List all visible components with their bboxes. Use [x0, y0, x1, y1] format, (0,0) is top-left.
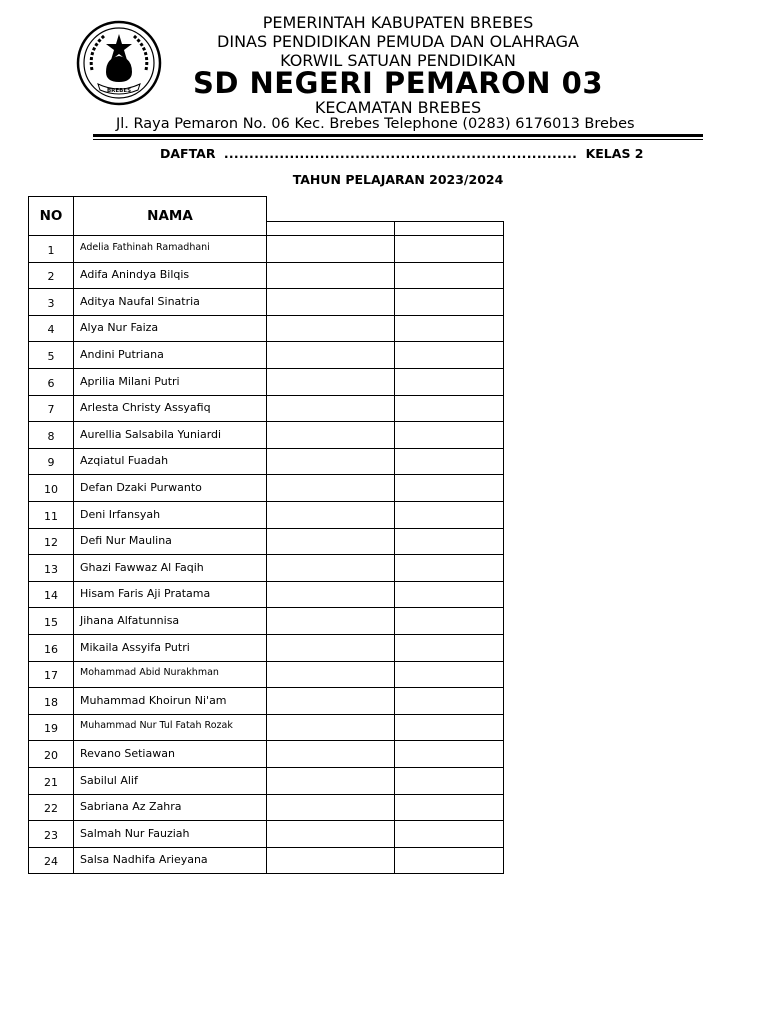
blank-cell-col-1 — [266, 581, 395, 608]
blank-cell-col-2 — [394, 687, 504, 715]
row-number: 23 — [28, 820, 74, 848]
blank-cell-col-1 — [266, 687, 395, 715]
student-name: Alya Nur Faiza — [73, 315, 267, 342]
header-rule-thick — [93, 134, 703, 137]
student-name: Andini Putriana — [73, 341, 267, 369]
daftar-line — [160, 146, 644, 161]
row-number: 12 — [28, 528, 74, 555]
blank-cell-col-2 — [394, 847, 504, 874]
blank-cell-col-2 — [394, 288, 504, 316]
row-number: 16 — [28, 634, 74, 662]
row-number: 9 — [28, 448, 74, 475]
row-number: 6 — [28, 368, 74, 396]
blank-cell-col-2 — [394, 341, 504, 369]
blank-cell-col-2 — [394, 634, 504, 662]
student-name: Aditya Naufal Sinatria — [73, 288, 267, 316]
header-rule-thin — [93, 139, 703, 140]
blank-cell-col-1 — [266, 235, 395, 263]
row-number: 2 — [28, 262, 74, 289]
student-name: Deni Irfansyah — [73, 501, 267, 529]
blank-cell-col-2 — [394, 235, 504, 263]
blank-cell-col-2 — [394, 714, 504, 741]
blank-cell-col-2 — [394, 501, 504, 529]
student-name: Azqiatul Fuadah — [73, 448, 267, 475]
header-address: Jl. Raya Pemaron No. 06 Kec. Brebes Telephone (0283) 6176013 Brebes — [116, 116, 635, 132]
student-name: Adelia Fathinah Ramadhani — [73, 235, 267, 263]
blank-cell-col-1 — [266, 501, 395, 529]
blank-cell-col-2 — [394, 767, 504, 795]
blank-cell-col-1 — [266, 528, 395, 555]
header-nama: NAMA — [73, 196, 267, 236]
blank-cell-col-1 — [266, 474, 395, 502]
svg-text:BREBES: BREBES — [106, 88, 132, 94]
blank-cell-col-1 — [266, 740, 395, 768]
row-number: 20 — [28, 740, 74, 768]
header-department: DINAS PENDIDIKAN PEMUDA DAN OLAHRAGA — [217, 32, 579, 51]
kelas-label: KELAS 2 — [585, 146, 644, 161]
student-name: Mohammad Abid Nurakhman — [73, 661, 267, 688]
row-number: 18 — [28, 687, 74, 715]
student-name: Adifa Anindya Bilqis — [73, 262, 267, 289]
student-name: Revano Setiawan — [73, 740, 267, 768]
student-name: Sabilul Alif — [73, 767, 267, 795]
blank-cell-col-1 — [266, 554, 395, 582]
blank-cell-col-2 — [394, 554, 504, 582]
row-number: 21 — [28, 767, 74, 795]
blank-cell-col-1 — [266, 714, 395, 741]
student-name: Mikaila Assyifa Putri — [73, 634, 267, 662]
blank-cell-col-1 — [266, 262, 395, 289]
blank-cell-col-2 — [394, 581, 504, 608]
student-name: Aprilia Milani Putri — [73, 368, 267, 396]
blank-cell-col-1 — [266, 288, 395, 316]
student-name: Salsa Nadhifa Arieyana — [73, 847, 267, 874]
blank-cell-col-2 — [394, 794, 504, 821]
student-name: Defi Nur Maulina — [73, 528, 267, 555]
blank-cell-col-1 — [266, 315, 395, 342]
student-name: Muhammad Nur Tul Fatah Rozak — [73, 714, 267, 741]
header-government: PEMERINTAH KABUPATEN BREBES — [262, 13, 534, 32]
blank-cell-col-2 — [394, 448, 504, 475]
row-number: 11 — [28, 501, 74, 529]
student-name: Arlesta Christy Assyafiq — [73, 395, 267, 422]
row-number: 10 — [28, 474, 74, 502]
blank-cell-col-1 — [266, 395, 395, 422]
blank-cell-col-1 — [266, 607, 395, 635]
blank-cell-col-2 — [394, 661, 504, 688]
daftar-dots: ...................................................................... — [223, 146, 578, 161]
blank-cell-col-1 — [266, 661, 395, 688]
blank-cell-col-2 — [394, 740, 504, 768]
blank-cell-col-2 — [394, 368, 504, 396]
blank-cell-col-2 — [394, 421, 504, 449]
blank-cell-col-1 — [266, 794, 395, 821]
row-number: 24 — [28, 847, 74, 874]
blank-cell-col-2 — [394, 315, 504, 342]
blank-cell-col-2 — [394, 607, 504, 635]
blank-cell-col-1 — [266, 368, 395, 396]
student-name: Defan Dzaki Purwanto — [73, 474, 267, 502]
blank-cell-col-1 — [266, 341, 395, 369]
row-number: 22 — [28, 794, 74, 821]
blank-cell-col-2 — [394, 820, 504, 848]
blank-cell-col-2 — [394, 474, 504, 502]
row-number: 8 — [28, 421, 74, 449]
header-district: KECAMATAN BREBES — [314, 98, 482, 117]
academic-year: TAHUN PELAJARAN 2023/2024 — [292, 172, 504, 187]
blank-cell-col-1 — [266, 767, 395, 795]
student-name: Salmah Nur Fauziah — [73, 820, 267, 848]
row-number: 7 — [28, 395, 74, 422]
blank-cell-col-2 — [394, 528, 504, 555]
blank-cell-col-1 — [266, 448, 395, 475]
row-number: 4 — [28, 315, 74, 342]
student-name: Ghazi Fawwaz Al Faqih — [73, 554, 267, 582]
student-name: Muhammad Khoirun Ni'am — [73, 687, 267, 715]
header-school-name: SD NEGERI PEMARON 03 — [192, 66, 604, 100]
row-number: 1 — [28, 235, 74, 263]
blank-cell-col-2 — [394, 262, 504, 289]
blank-cell-col-1 — [266, 820, 395, 848]
blank-cell-col-1 — [266, 847, 395, 874]
row-number: 5 — [28, 341, 74, 369]
student-name: Hisam Faris Aji Pratama — [73, 581, 267, 608]
row-number: 3 — [28, 288, 74, 316]
header-blank-col-2 — [394, 221, 504, 236]
blank-cell-col-2 — [394, 395, 504, 422]
header-no: NO — [28, 196, 74, 236]
blank-cell-col-1 — [266, 421, 395, 449]
row-number: 13 — [28, 554, 74, 582]
blank-cell-col-1 — [266, 634, 395, 662]
daftar-label: DAFTAR — [160, 146, 216, 161]
row-number: 19 — [28, 714, 74, 741]
row-number: 15 — [28, 607, 74, 635]
row-number: 17 — [28, 661, 74, 688]
student-name: Aurellia Salsabila Yuniardi — [73, 421, 267, 449]
row-number: 14 — [28, 581, 74, 608]
header-korwil: KORWIL SATUAN PENDIDIKAN — [280, 51, 516, 70]
student-name: Jihana Alfatunnisa — [73, 607, 267, 635]
header-blank-col-1 — [266, 221, 395, 236]
student-name: Sabriana Az Zahra — [73, 794, 267, 821]
